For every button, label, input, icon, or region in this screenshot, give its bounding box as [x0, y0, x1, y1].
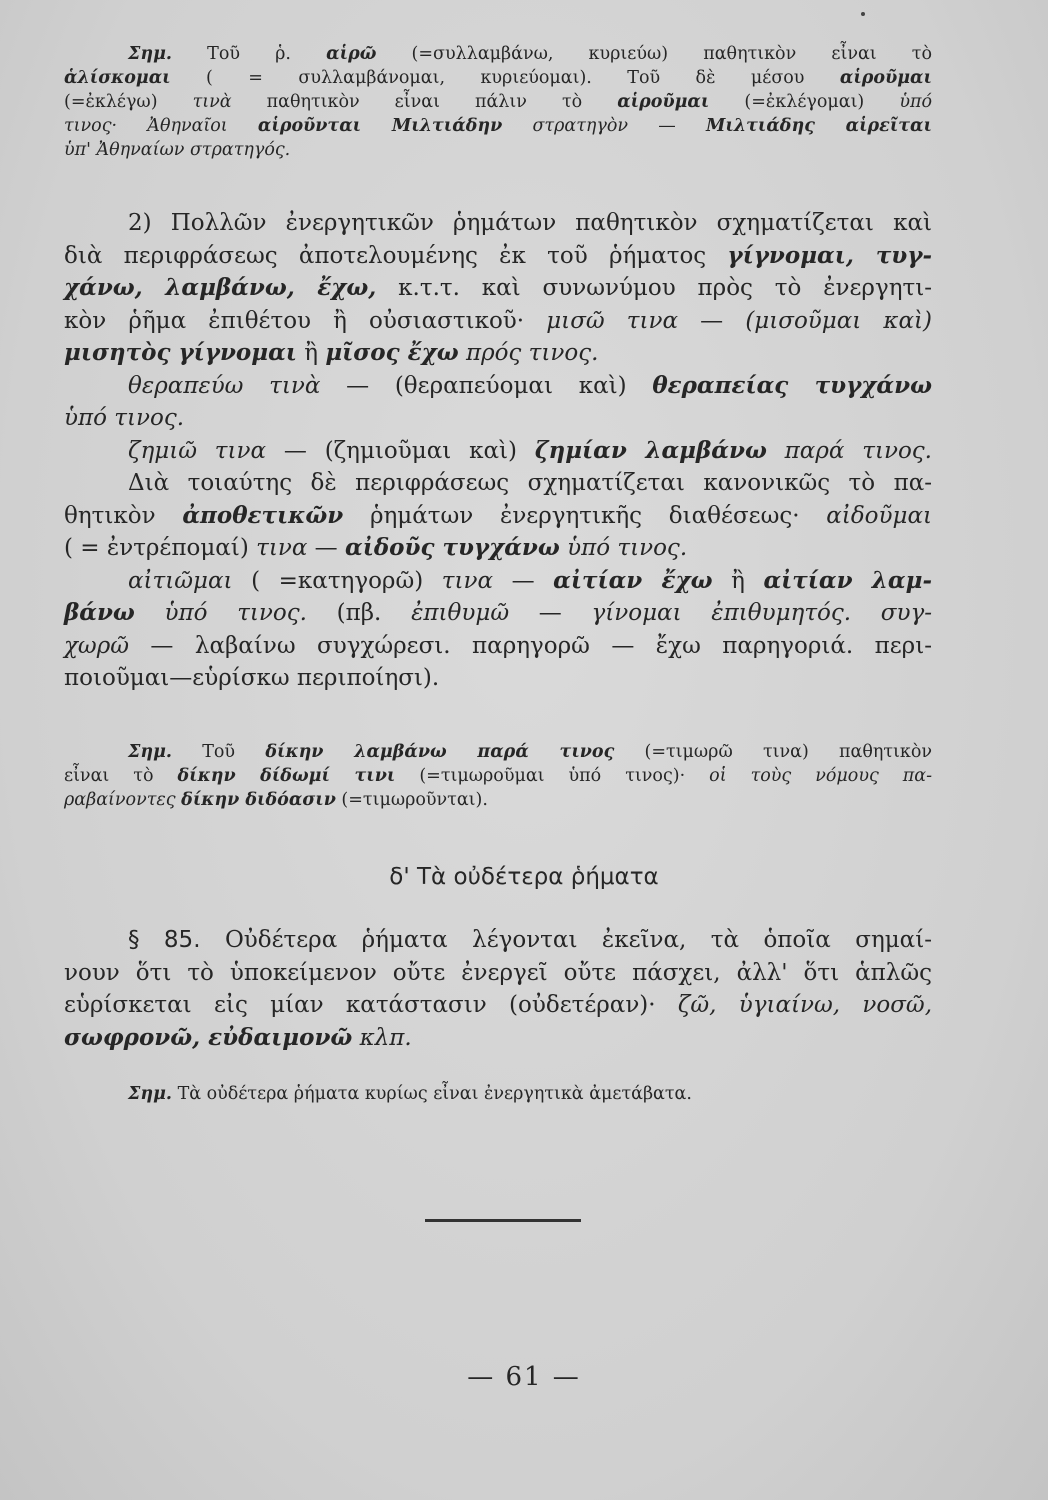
horizontal-rule	[425, 1219, 581, 1222]
paragraph-line	[64, 630, 932, 663]
term: μισητὸς γίγνομαι	[64, 339, 297, 366]
paragraph-line	[64, 305, 932, 338]
term: ἁλίσκομαι	[64, 68, 171, 88]
text: (πβ.	[336, 600, 412, 626]
paragraph-line	[64, 924, 932, 957]
note-1	[64, 42, 932, 162]
page-number: — 61 —	[467, 1362, 581, 1392]
text: διὰ περιφράσεως ἀποτελουμένης ἐκ τοῦ ῥήματος	[64, 242, 728, 269]
text: παρά τινος.	[766, 437, 932, 464]
term: σωφρονῶ, εὐδαιμονῶ	[64, 1023, 353, 1051]
term: αἰτίαν ἔχω	[553, 566, 713, 594]
paragraph-line	[64, 272, 932, 305]
note-3	[64, 1082, 932, 1106]
note-label: Σημ.	[128, 742, 172, 762]
term: ἀποθετικῶν	[182, 501, 344, 529]
text: (μισοῦμαι καὶ)	[745, 307, 933, 334]
text: ( =κατηγορῶ)	[232, 567, 442, 594]
ink-dot	[861, 12, 865, 16]
term: βάνω	[64, 599, 135, 626]
text: —	[678, 307, 746, 334]
paragraph-line	[64, 370, 932, 403]
text: —	[307, 535, 345, 561]
text: Τοῦ ῥ.	[172, 44, 327, 64]
term: θεραπείας τυγχάνω	[652, 371, 932, 399]
term: Μιλτιάδης αἱρεῖται	[705, 116, 932, 136]
note-label: Σημ.	[128, 1084, 172, 1104]
text: κὸν ῥῆμα ἐπιθέτου ἢ οὐσιαστικοῦ·	[64, 307, 547, 334]
term: ζημίαν λαμβάνω	[534, 436, 767, 464]
term: χάνω, λαμβάνω, ἔχω,	[64, 274, 377, 301]
text: ὑπό	[899, 92, 932, 112]
paragraph-line: ποιοῦμαι—εὑρίσκω περιποίησι).	[64, 665, 440, 691]
text: (=συλλαμβάνω, κυριεύω) παθητικὸν εἶναι τὸ	[376, 44, 932, 64]
text: ραβαίνοντες	[64, 790, 182, 810]
text: χωρῶ	[64, 632, 129, 659]
text: Οὐδέτερα ῥήματα λέγονται ἐκεῖνα, τὰ ὁποῖα σημαί-	[200, 927, 932, 953]
text: κλπ.	[352, 1024, 412, 1051]
term: δίκην διδόασιν	[181, 790, 336, 810]
note-2-line	[64, 788, 932, 812]
section-85-paragraph	[64, 924, 932, 1054]
text: ζῶ, ὑγιαίνω, νοσῶ,	[677, 992, 932, 1018]
text: τινὰ	[192, 92, 232, 112]
paragraph-line	[64, 337, 932, 370]
section-heading: δ' Τὰ οὐδέτερα ῥήματα	[389, 864, 659, 890]
text: στρατηγὸν	[502, 116, 629, 136]
term: αἰδοῦς τυγχάνω	[345, 534, 560, 561]
text: (=τιμωροῦμαι ὑπό τινος)·	[395, 766, 710, 786]
text: ἐπιθυμῶ	[411, 600, 510, 626]
text: ὑπ' Ἀθηναίων στρατηγός.	[64, 140, 291, 160]
text: — λαβαίνω συγχώρεσι. παρηγορῶ — ἔχω παρηγοριά. περι-	[128, 632, 932, 659]
paragraph-line	[64, 402, 932, 435]
paragraph-line: νουν ὅτι τὸ ὑποκείμενον οὔτε ἐνεργεῖ οὔτε πάσχει, ἀλλ' ὅτι ἁπλῶς	[64, 959, 932, 986]
text: Τὰ οὐδέτερα ῥήματα κυρίως εἶναι ἐνεργητικὰ ἀμετάβατα.	[172, 1084, 692, 1104]
text: (=τιμωρῶ τινα) παθητικὸν	[614, 742, 933, 762]
note-1-line	[64, 42, 932, 66]
term: αἱροῦνται	[257, 116, 362, 136]
note-1-line	[64, 138, 932, 162]
text: αἰτιῶμαι	[128, 567, 233, 594]
text: ( = ἐντρέπομαί)	[64, 535, 257, 561]
term: αἰτίαν λαμ-	[763, 566, 933, 594]
text: γίνομαι ἐπιθυμητός. συγ-	[591, 600, 932, 626]
note-2	[64, 740, 932, 812]
text: (=ἐκλέγω)	[64, 92, 193, 112]
term: δίκην δίδωμί τινι	[177, 766, 396, 786]
note-3-line	[64, 1082, 932, 1106]
text: ( = συλλαμβάνομαι, κυριεύομαι). Τοῦ δὲ μέσου	[170, 68, 840, 88]
text: θητικὸν	[64, 502, 183, 529]
paragraph-2	[64, 207, 932, 695]
paragraph-line	[64, 240, 932, 273]
note-1-line	[64, 66, 932, 90]
text: παθητικὸν εἶναι πάλιν τὸ	[231, 92, 618, 112]
term: αἱροῦμαι	[617, 92, 710, 112]
text: (=τιμωροῦνται).	[335, 790, 488, 810]
text: εἶναι τὸ	[64, 766, 178, 786]
text: ῥημάτων ἐνεργητικῆς διαθέσεως·	[343, 502, 827, 529]
note-2-line	[64, 764, 932, 788]
note-1-line	[64, 90, 932, 114]
term: γίγνομαι, τυγ-	[727, 241, 932, 269]
term: μῖσος ἔχω	[325, 339, 459, 366]
text: — (θεραπεύομαι καὶ)	[320, 372, 653, 399]
text: ὑπό τινος.	[134, 600, 337, 626]
text: αἰδοῦμαι	[826, 502, 932, 529]
paragraph-line	[64, 565, 932, 598]
text: Τοῦ	[172, 742, 266, 762]
text: κ.τ.τ. καὶ συνωνύμου πρὸς τὸ ἐνεργητι-	[376, 275, 932, 301]
text: θεραπεύω τινὰ	[128, 372, 321, 399]
text: ὑπό τινος.	[64, 405, 185, 431]
term: αἱροῦμαι	[839, 68, 932, 88]
paragraph-line	[64, 500, 932, 533]
term: Μιλτιάδην	[361, 116, 503, 136]
text: —	[509, 600, 592, 626]
note-1-line	[64, 114, 932, 138]
text: πρός τινος.	[458, 340, 599, 366]
term: αἱρῶ	[326, 44, 377, 64]
section-number: § 85.	[128, 927, 201, 953]
text: ζημιῶ τινα	[128, 437, 267, 464]
text: τινα	[256, 535, 308, 561]
text: τινα	[441, 567, 494, 594]
text: —	[493, 567, 554, 594]
text: τινος· Ἀθηναῖοι	[64, 116, 258, 136]
text: ἢ	[712, 567, 764, 594]
paragraph-line: Διὰ τοιαύτης δὲ περιφράσεως σχηματίζεται κανονικῶς τὸ πα-	[128, 470, 932, 496]
term: δίκην λαμβάνω	[265, 742, 447, 762]
text: (=ἐκλέγομαι)	[709, 92, 900, 112]
text: — (ζημιοῦμαι καὶ)	[266, 437, 535, 464]
text: —	[628, 116, 706, 136]
text: οἱ τοὺς νόμους πα-	[709, 766, 933, 786]
term: παρά τινος	[446, 742, 615, 762]
text: ὑπό τινος.	[559, 535, 688, 561]
paragraph-line	[64, 532, 932, 565]
paragraph-line	[64, 435, 932, 468]
paragraph-line: 2) Πολλῶν ἐνεργητικῶν ῥημάτων παθητικὸν σχηματίζεται καὶ	[128, 210, 932, 236]
text: εὑρίσκεται εἰς μίαν κατάστασιν (οὐδετέραν)·	[64, 992, 678, 1018]
note-label: Σημ.	[128, 44, 172, 64]
paragraph-line	[64, 989, 932, 1022]
paragraph-line	[64, 597, 932, 630]
note-2-line	[64, 740, 932, 764]
text: ἢ	[296, 340, 326, 366]
text: μισῶ τινα	[546, 307, 679, 334]
paragraph-line	[64, 1022, 932, 1055]
